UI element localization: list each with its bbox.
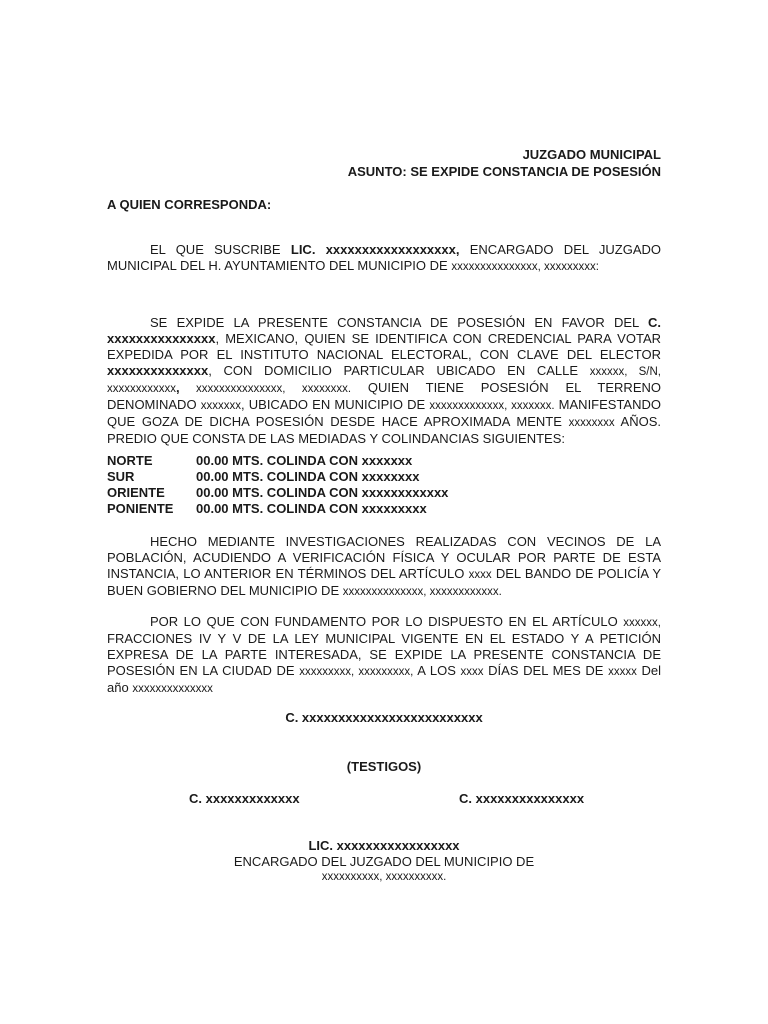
boundary-description: 00.00 MTS. COLINDA CON xxxxxxxxx — [196, 501, 427, 516]
subject-heading: ASUNTO: SE EXPIDE CONSTANCIA DE POSESIÓN — [347, 164, 661, 179]
paragraph-1: EL QUE SUSCRIBE LIC. xxxxxxxxxxxxxxxxxx, ENCARGADO DEL JUZGADO MUNICIPAL DEL H. AYUNTAMIENTO DEL MUNICIPIO DE xxxxxxxxxxxxxxx, xxxxxxxxx: — [107, 242, 662, 273]
boundary-description: 00.00 MTS. COLINDA CON xxxxxxxx — [196, 469, 420, 484]
paragraph-2: SE EXPIDE LA PRESENTE CONSTANCIA DE POSESIÓN EN FAVOR DEL C. xxxxxxxxxxxxxxx, MEXICANO, QUIEN SE IDENTIFICA CON CREDENCIAL PARA VOTAR EXPEDIDA POR EL INSTITUTO NACIONAL ELECTORAL, CON CLAVE DEL ELECTOR xxxxxxxxxxxxxx, CON DOMICILIO PARTICULAR UBICADO EN CALLE xxxxxx, S/N, xxxxxxxxxxxx, xxxxxxxxxxxxxxx, xxxxxxxx. QUIEN TIENE POSESIÓN EL TERRENO DENOMINADO xxxxxxx, UBICADO EN MUNICIPIO DE xxxxxxxxxxxxx, xxxxxxx. MANIFESTANDO QUE GOZA DE DICHA POSESIÓN DESDE HACE APROXIMADA MENTE xxxxxxxx AÑOS. PREDIO QUE CONSTA DE LAS MEDIADAS Y COLINDANCIAS SIGUIENTES: — [107, 315, 661, 446]
official-name: LIC. xxxxxxxxxxxxxxxxx — [308, 838, 460, 853]
boundary-direction: NORTE — [107, 453, 153, 468]
boundary-row — [107, 453, 412, 469]
boundary-description: 00.00 MTS. COLINDA CON xxxxxxxxxxxx — [196, 485, 449, 500]
beneficiary-name: C. xxxxxxxxxxxxxxx — [107, 315, 661, 346]
document-page — [107, 0, 661, 1024]
salutation: A QUIEN CORRESPONDA: — [107, 197, 272, 212]
witness-left: C. xxxxxxxxxxxxx — [189, 791, 300, 806]
official-title: ENCARGADO DEL JUZGADO DEL MUNICIPIO DE — [233, 854, 535, 869]
witness-right: C. xxxxxxxxxxxxxxx — [459, 791, 585, 806]
boundary-direction: PONIENTE — [107, 501, 174, 516]
paragraph-3: HECHO MEDIANTE INVESTIGACIONES REALIZADAS CON VECINOS DE LA POBLACIÓN, ACUDIENDO A VERIFICACIÓN FÍSICA Y OCULAR POR PARTE DE ESTA INSTANCIA, LO ANTERIOR EN TÉRMINOS DEL ARTÍCULO xxxx DEL BANDO DE POLICÍA Y BUEN GOBIERNO DEL MUNICIPIO DE xxxxxxxxxxxxxx, xxxxxxxxxxxx. — [107, 534, 662, 598]
elector-key: xxxxxxxxxxxxxx — [107, 363, 209, 378]
holder-signature: C. xxxxxxxxxxxxxxxxxxxxxxxxx — [285, 710, 483, 725]
boundary-direction: ORIENTE — [107, 485, 165, 500]
signer-name: LIC. xxxxxxxxxxxxxxxxxx, — [290, 242, 460, 257]
boundary-row — [107, 501, 427, 517]
paragraph-4: POR LO QUE CON FUNDAMENTO POR LO DISPUESTO EN EL ARTÍCULO xxxxxx, FRACCIONES IV Y V DE LA LEY MUNICIPAL VIGENTE EN EL ESTADO Y A PETICIÓN EXPRESA DE LA PARTE INTERESADA, SE EXPIDE LA PRESENTE CONSTANCIA DE POSESIÓN EN LA CIUDAD DE xxxxxxxxx, xxxxxxxxx, A LOS xxxx DÍAS DEL MES DE xxxxx Del año xxxxxxxxxxxxxx — [107, 614, 662, 695]
boundary-direction: SUR — [107, 469, 135, 484]
boundary-description: 00.00 MTS. COLINDA CON xxxxxxx — [196, 453, 413, 468]
official-place: xxxxxxxxxx, xxxxxxxxxx. — [321, 871, 447, 883]
witnesses-heading: (TESTIGOS) — [346, 759, 422, 774]
boundary-row — [107, 469, 420, 485]
boundary-row — [107, 485, 448, 501]
court-heading: JUZGADO MUNICIPAL — [522, 147, 661, 162]
